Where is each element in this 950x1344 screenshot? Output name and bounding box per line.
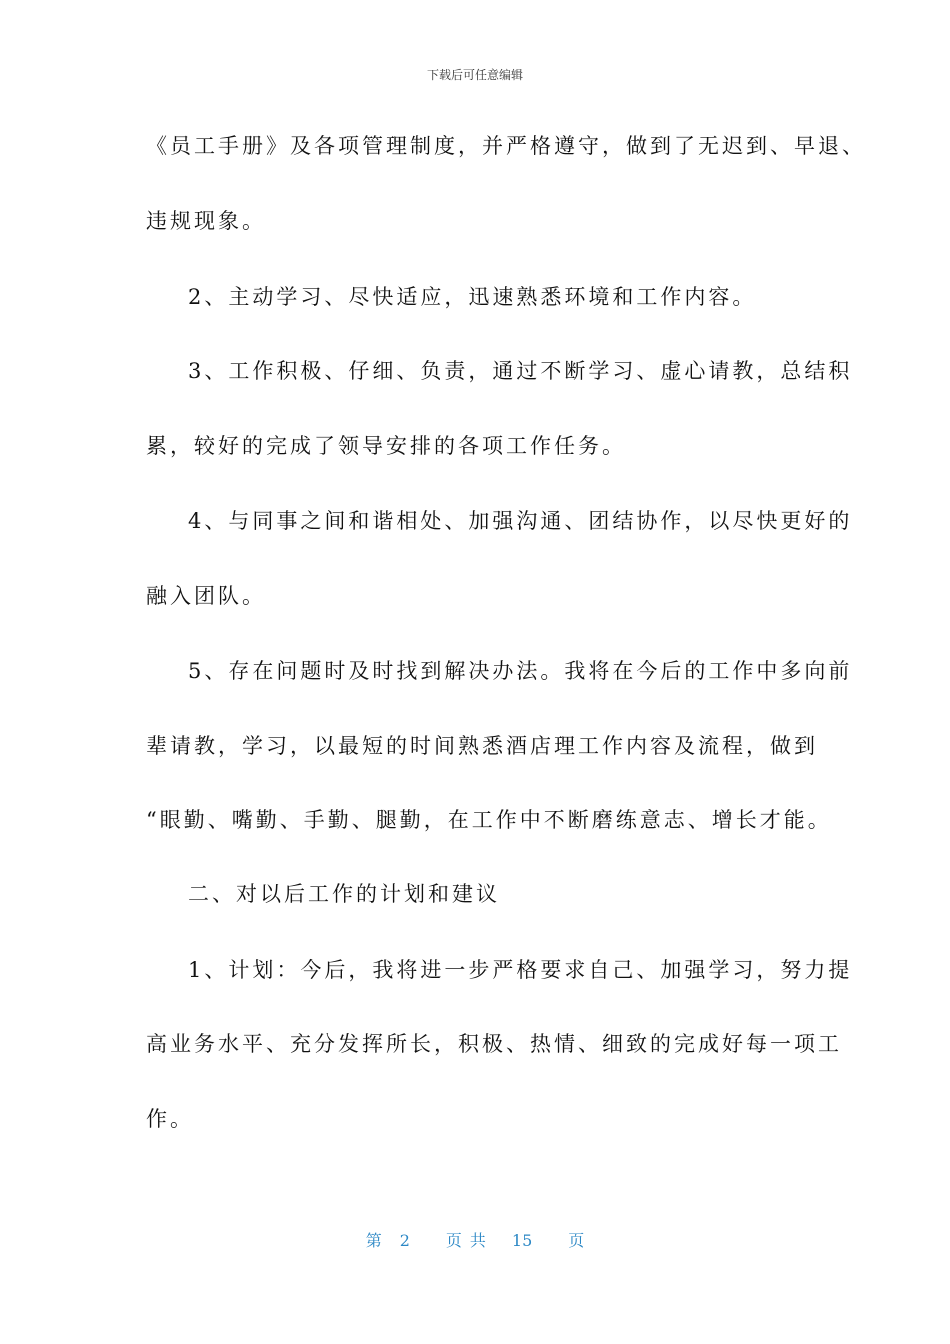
body-line: 累，较好的完成了领导安排的各项工作任务。 [146, 434, 626, 458]
footer-suffix: 页 [568, 1231, 585, 1250]
body-line: 1、计划：今后，我将进一步严格要求自己、加强学习，努力提 [188, 958, 853, 982]
footer-middle: 页共 [445, 1231, 494, 1250]
body-line: “眼勤、嘴勤、手勤、腿勤，在工作中不断磨练意志、增长才能。 [146, 808, 832, 832]
body-line: 辈请教，学习，以最短的时间熟悉酒店理工作内容及流程，做到 [146, 734, 818, 758]
page-header-note: 下载后可任意编辑 [426, 68, 523, 82]
body-line: 高业务水平、充分发挥所长，积极、热情、细致的完成好每一项工 [146, 1032, 842, 1056]
body-line: 3、工作积极、仔细、负责，通过不断学习、虚心请教，总结积 [188, 359, 853, 383]
body-line: 5、存在问题时及时找到解决办法。我将在今后的工作中多向前 [188, 659, 853, 683]
body-line: 违规现象。 [146, 209, 266, 233]
footer-page-number: 2 [399, 1231, 410, 1250]
footer-total-pages: 15 [511, 1231, 533, 1250]
body-line: 作。 [146, 1107, 194, 1131]
page-footer [0, 1228, 950, 1251]
body-line: 《员工手册》及各项管理制度，并严格遵守，做到了无迟到、早退、 [146, 134, 866, 158]
body-line: 2、主动学习、尽快适应，迅速熟悉环境和工作内容。 [188, 285, 757, 309]
footer-prefix: 第 [365, 1231, 382, 1250]
body-line: 融入团队。 [146, 584, 266, 608]
body-line: 二、对以后工作的计划和建议 [188, 882, 500, 906]
body-line: 4、与同事之间和谐相处、加强沟通、团结协作，以尽快更好的 [188, 509, 853, 533]
